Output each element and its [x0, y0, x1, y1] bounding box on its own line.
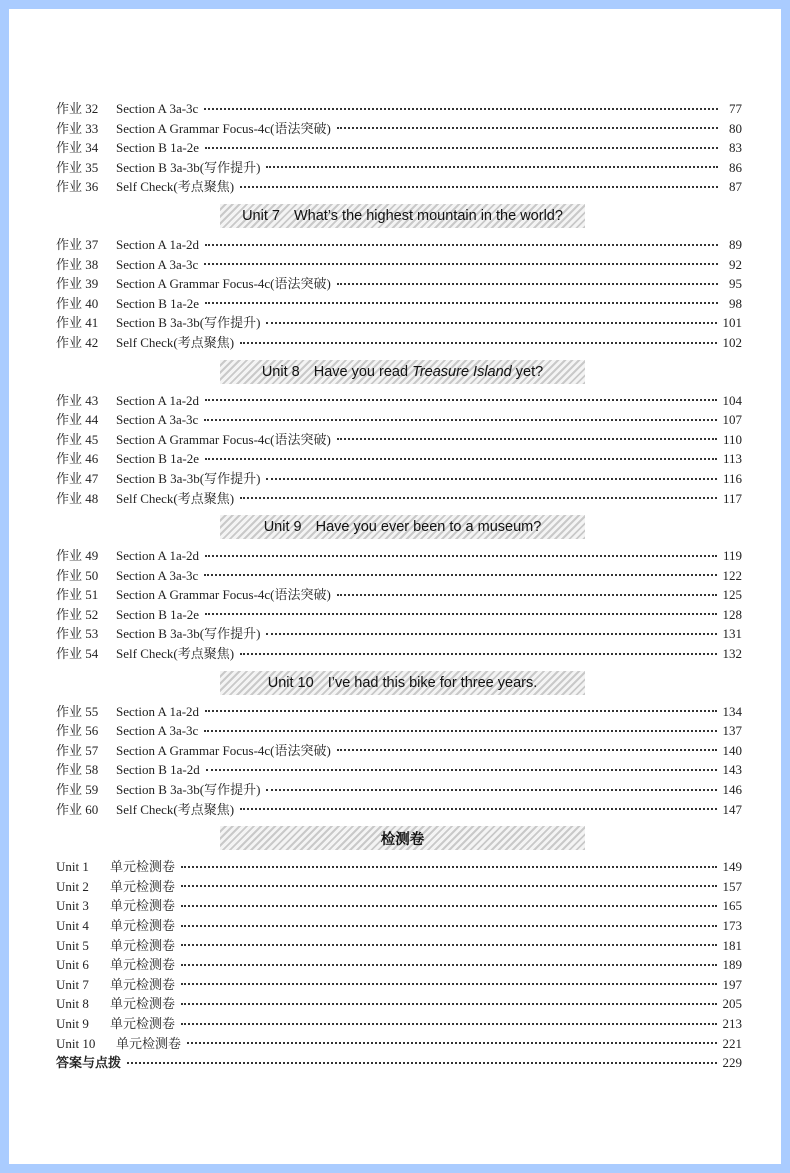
- toc-entry[interactable]: [56, 721, 742, 741]
- dot-leader: [204, 108, 718, 110]
- entry-title: Section B 1a-2e: [116, 295, 200, 311]
- dot-leader: [181, 964, 716, 966]
- dot-leader: [204, 574, 716, 576]
- page-number: 80: [729, 120, 742, 136]
- unit-title: [316, 519, 542, 535]
- test-title: 单元检测卷: [110, 957, 176, 973]
- page-number: 157: [722, 878, 742, 894]
- test-entry[interactable]: [56, 936, 742, 956]
- assignment-number: 作业 58: [56, 762, 99, 778]
- assignment-number: 作业 46: [56, 451, 99, 467]
- unit-label: Unit 7: [242, 207, 280, 224]
- dot-leader: [181, 944, 716, 946]
- unit-title: [314, 364, 543, 380]
- unit-title-text-end: yet?: [511, 363, 544, 380]
- page-number: 221: [722, 1035, 742, 1051]
- page-number: 102: [722, 334, 742, 350]
- dot-leader: [181, 1023, 716, 1025]
- page-number: 125: [722, 587, 742, 603]
- entry-title: Section B 1a-2d: [116, 762, 200, 778]
- entry-title: Section A 1a-2d: [116, 236, 200, 252]
- page-number: 205: [722, 996, 742, 1012]
- dot-leader: [181, 885, 716, 887]
- entry-title: Section A 3a-3c: [116, 256, 199, 272]
- entry-title: Section A Grammar Focus-4c(语法突破): [116, 742, 331, 758]
- assignment-number: 作业 45: [56, 431, 99, 447]
- page-number: 189: [722, 957, 742, 973]
- test-unit: Unit 9: [56, 1015, 89, 1031]
- entry-title: Self Check(考点聚焦): [116, 334, 235, 350]
- dot-leader: [240, 653, 716, 655]
- toc-entry[interactable]: [56, 489, 742, 509]
- toc-entry[interactable]: [56, 585, 742, 605]
- dot-leader: [337, 127, 718, 129]
- entry-title: Section A 1a-2d: [116, 703, 200, 719]
- page-number: 89: [729, 236, 742, 252]
- assignment-number: 作业 38: [56, 256, 99, 272]
- toc-entry[interactable]: [56, 313, 742, 333]
- table-of-contents: [56, 99, 742, 1073]
- dot-leader: [205, 244, 718, 246]
- test-entry[interactable]: [56, 994, 742, 1014]
- page-number: 107: [722, 412, 742, 428]
- toc-entry[interactable]: [56, 235, 742, 255]
- entry-title: Section B 1a-2e: [116, 606, 200, 622]
- unit-label: Unit 9: [263, 519, 302, 536]
- page: [9, 9, 781, 1164]
- test-entry[interactable]: [56, 916, 742, 936]
- test-entry[interactable]: [56, 896, 742, 916]
- assignment-number: 作业 40: [56, 295, 99, 311]
- page-number: 213: [722, 1015, 742, 1031]
- page-number: 143: [722, 762, 742, 778]
- page-number: 137: [722, 723, 742, 739]
- toc-entry[interactable]: [56, 274, 742, 294]
- dot-leader: [205, 399, 716, 401]
- entry-title: Section B 3a-3b(写作提升): [116, 626, 261, 642]
- assignment-number: 作业 42: [56, 334, 99, 350]
- answers-entry[interactable]: [56, 1053, 742, 1073]
- dot-leader: [266, 166, 718, 168]
- entry-title: Self Check(考点聚焦): [116, 490, 235, 506]
- entry-title: Section B 3a-3b(写作提升): [116, 315, 261, 331]
- entry-title: Section A Grammar Focus-4c(语法突破): [116, 431, 331, 447]
- unit-header-banner: [220, 515, 585, 539]
- test-unit: Unit 3: [56, 898, 89, 914]
- dot-leader: [205, 710, 716, 712]
- test-title: 单元检测卷: [110, 918, 176, 933]
- page-number: 86: [729, 159, 742, 175]
- dot-leader: [181, 866, 716, 868]
- page-number: 110: [722, 431, 742, 447]
- page-number: 101: [722, 315, 742, 331]
- assignment-number: 作业 35: [56, 159, 99, 175]
- assignment-number: 作业 43: [56, 392, 99, 408]
- entry-title: Section A 3a-3c: [116, 723, 199, 739]
- entry-title: Self Check(考点聚焦): [116, 801, 235, 817]
- assignment-number: 作业 48: [56, 490, 99, 506]
- unit-header: [56, 197, 742, 235]
- toc-entry[interactable]: [56, 546, 742, 566]
- test-title: 单元检测卷: [110, 878, 176, 894]
- unit-label: Unit 10: [267, 674, 314, 691]
- dot-leader: [206, 769, 717, 771]
- dot-leader: [181, 983, 716, 985]
- unit-title-text: Have you ever been to a museum?: [315, 519, 542, 536]
- page-number: 131: [722, 626, 742, 642]
- toc-entry[interactable]: [56, 741, 742, 761]
- unit-header-banner: [220, 204, 585, 228]
- page-number: 229: [722, 1055, 742, 1071]
- assignment-number: 作业 33: [56, 120, 99, 136]
- test-title: 单元检测卷: [110, 996, 176, 1012]
- dot-leader: [204, 730, 716, 732]
- entry-title: Section A 1a-2d: [116, 392, 200, 408]
- assignment-number: 作业 56: [56, 723, 99, 739]
- assignment-number: 作业 41: [56, 315, 99, 331]
- entry-title: Section B 1a-2e: [116, 451, 200, 467]
- test-title: 单元检测卷: [110, 898, 176, 914]
- toc-entry[interactable]: [56, 255, 742, 275]
- tests-header: [56, 819, 742, 857]
- page-number: 197: [722, 976, 742, 992]
- page-number: 95: [729, 276, 742, 292]
- tests-header-banner: 检测卷: [220, 826, 585, 850]
- page-number: 87: [729, 179, 742, 195]
- assignment-number: 作业 51: [56, 587, 99, 603]
- entry-title: Section A Grammar Focus-4c(语法突破): [116, 120, 331, 136]
- toc-entry[interactable]: [56, 449, 742, 469]
- dot-leader: [240, 497, 717, 499]
- page-number: 132: [722, 646, 742, 662]
- dot-leader: [266, 322, 716, 324]
- dot-leader: [181, 925, 716, 927]
- test-entry[interactable]: [56, 975, 742, 995]
- test-entry[interactable]: [56, 857, 742, 877]
- toc-entry[interactable]: [56, 177, 742, 197]
- dot-leader: [240, 342, 716, 344]
- dot-leader: [337, 594, 717, 596]
- unit-header-banner: [220, 360, 585, 384]
- dot-leader: [127, 1062, 716, 1064]
- page-number: 116: [722, 470, 742, 486]
- toc-entry[interactable]: [56, 410, 742, 430]
- toc-entry[interactable]: [56, 430, 742, 450]
- dot-leader: [266, 633, 716, 635]
- assignment-number: 作业 36: [56, 179, 99, 195]
- test-entry[interactable]: [56, 955, 742, 975]
- toc-entry[interactable]: [56, 294, 742, 314]
- toc-entry[interactable]: [56, 469, 742, 489]
- dot-leader: [205, 302, 718, 304]
- toc-entry[interactable]: [56, 605, 742, 625]
- toc-entry[interactable]: [56, 119, 742, 139]
- assignment-number: 作业 54: [56, 646, 99, 662]
- dot-leader: [205, 147, 718, 149]
- test-unit: Unit 1: [56, 859, 89, 875]
- page-number: 147: [722, 801, 742, 817]
- test-unit: Unit 6: [56, 957, 89, 973]
- unit-header: [56, 664, 742, 702]
- page-number: 104: [722, 392, 742, 408]
- dot-leader: [204, 263, 718, 265]
- dot-leader: [337, 749, 717, 751]
- test-unit: Unit 4: [56, 918, 89, 933]
- dot-leader: [205, 613, 716, 615]
- dot-leader: [240, 186, 718, 188]
- unit-header: [56, 508, 742, 546]
- page-number: 122: [722, 567, 742, 583]
- test-entry[interactable]: [56, 877, 742, 897]
- page-number: 119: [722, 548, 742, 564]
- entry-title: Section A 3a-3c: [116, 101, 199, 116]
- test-unit: Unit 8: [56, 996, 89, 1012]
- toc-entry[interactable]: [56, 644, 742, 664]
- page-number: 92: [729, 256, 742, 272]
- toc-entry[interactable]: [56, 138, 742, 158]
- dot-leader: [187, 1042, 716, 1044]
- toc-entry[interactable]: [56, 391, 742, 411]
- dot-leader: [181, 1003, 716, 1005]
- unit-title-text: I’ve had this bike for three years.: [327, 674, 538, 691]
- page-number: 149: [722, 859, 742, 875]
- dot-leader: [240, 808, 716, 810]
- page-number: 83: [729, 140, 742, 156]
- page-number: 181: [722, 937, 742, 953]
- toc-entry[interactable]: [56, 99, 742, 119]
- assignment-number: 作业 34: [56, 140, 99, 156]
- entry-title: Section B 3a-3b(写作提升): [116, 782, 261, 798]
- toc-entry[interactable]: [56, 566, 742, 586]
- assignment-number: 作业 39: [56, 276, 99, 292]
- dot-leader: [205, 458, 717, 460]
- assignment-number: 作业 59: [56, 782, 99, 798]
- test-unit: Unit 2: [56, 878, 89, 894]
- dot-leader: [266, 789, 716, 791]
- entry-title: Self Check(考点聚焦): [116, 646, 235, 662]
- toc-entry[interactable]: [56, 800, 742, 820]
- page-number: 173: [722, 918, 742, 933]
- assignment-number: 作业 50: [56, 567, 99, 583]
- dot-leader: [337, 283, 718, 285]
- dot-leader: [204, 419, 716, 421]
- test-title: 单元检测卷: [110, 1015, 176, 1031]
- entry-title: Section A 3a-3c: [116, 567, 199, 583]
- unit-title-text: What’s the highest mountain in the world?: [293, 207, 563, 224]
- dot-leader: [337, 438, 717, 440]
- test-unit: Unit 10: [56, 1035, 96, 1051]
- dot-leader: [181, 905, 716, 907]
- unit-title-italic: Treasure Island: [412, 363, 512, 380]
- page-number: 134: [722, 703, 742, 719]
- toc-entry[interactable]: [56, 624, 742, 644]
- assignment-number: 作业 55: [56, 703, 99, 719]
- assignment-number: 作业 32: [56, 101, 99, 116]
- assignment-number: 作业 57: [56, 742, 99, 758]
- assignment-number: 作业 60: [56, 801, 99, 817]
- entry-title: Section A Grammar Focus-4c(语法突破): [116, 276, 331, 292]
- entry-title: Section A 1a-2d: [116, 548, 200, 564]
- entry-title: Section A 3a-3c: [116, 412, 199, 428]
- toc-entry[interactable]: [56, 702, 742, 722]
- toc-entry[interactable]: [56, 780, 742, 800]
- entry-title: Section B 3a-3b(写作提升): [116, 159, 261, 175]
- test-title: 单元检测卷: [116, 1035, 182, 1051]
- page-number: 140: [722, 742, 742, 758]
- test-entry[interactable]: [56, 1014, 742, 1034]
- page-number: 128: [722, 606, 742, 622]
- entry-title: Section B 3a-3b(写作提升): [116, 470, 261, 486]
- unit-title-text: Have you read: [313, 363, 413, 380]
- test-title: 单元检测卷: [110, 859, 176, 875]
- answers-title: 答案与点拨: [56, 1055, 122, 1071]
- assignment-number: 作业 49: [56, 548, 99, 564]
- entry-title: Section A Grammar Focus-4c(语法突破): [116, 587, 331, 603]
- page-number: 113: [722, 451, 742, 467]
- page-number: 77: [729, 101, 742, 116]
- unit-label: Unit 8: [261, 363, 300, 380]
- unit-title: [328, 675, 538, 691]
- dot-leader: [205, 555, 717, 557]
- test-unit: Unit 7: [56, 976, 89, 992]
- unit-header-banner: [220, 671, 585, 695]
- assignment-number: 作业 52: [56, 606, 99, 622]
- assignment-number: 作业 37: [56, 236, 99, 252]
- test-title: 单元检测卷: [110, 976, 176, 992]
- unit-title: [294, 208, 563, 224]
- assignment-number: 作业 47: [56, 470, 99, 486]
- dot-leader: [266, 478, 717, 480]
- assignment-number: 作业 44: [56, 412, 99, 428]
- test-entry[interactable]: [56, 1034, 742, 1054]
- entry-title: Section B 1a-2e: [116, 140, 200, 156]
- page-number: 98: [729, 295, 742, 311]
- toc-entry[interactable]: [56, 760, 742, 780]
- toc-entry[interactable]: [56, 158, 742, 178]
- test-title: 单元检测卷: [110, 937, 176, 953]
- entry-title: Self Check(考点聚焦): [116, 179, 235, 195]
- page-number: 165: [722, 898, 742, 914]
- page-number: 146: [722, 782, 742, 798]
- test-unit: Unit 5: [56, 937, 89, 953]
- unit-header: [56, 353, 742, 391]
- page-number: 117: [722, 490, 742, 506]
- toc-entry[interactable]: [56, 333, 742, 353]
- assignment-number: 作业 53: [56, 626, 99, 642]
